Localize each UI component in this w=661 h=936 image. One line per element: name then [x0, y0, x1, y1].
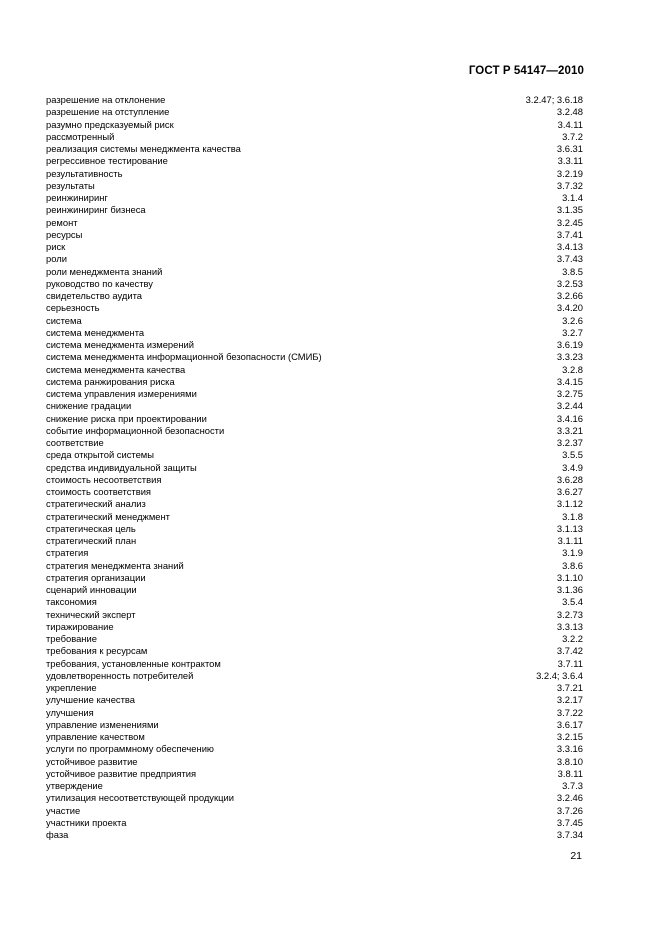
index-reference: 3.2.15 — [556, 731, 583, 742]
index-reference: 3.1.13 — [556, 522, 583, 534]
index-reference: 3.8.10 — [556, 755, 583, 767]
index-term: участие — [46, 804, 81, 816]
index-entry — [46, 547, 583, 559]
index-entry — [46, 596, 583, 608]
index-entry — [46, 780, 583, 792]
index-term: требования к ресурсам — [46, 645, 148, 657]
document-header — [469, 65, 584, 77]
index-term: серьезность — [46, 302, 100, 314]
index-entry — [46, 241, 583, 253]
index-reference: 3.2.45 — [556, 216, 583, 228]
index-reference: 3.6.19 — [556, 339, 583, 350]
index-term: система ранжирования риска — [46, 375, 175, 387]
index-term: ремонт — [46, 216, 78, 228]
index-reference: 3.2.17 — [556, 694, 583, 706]
index-term: требование — [46, 633, 97, 644]
index-reference: 3.2.19 — [556, 167, 583, 179]
index-term: стратегическая цель — [46, 522, 136, 534]
index-term: разрешение на отступление — [46, 106, 170, 118]
index-term: улучшения — [46, 706, 94, 718]
index-term: система — [46, 314, 82, 326]
index-term: таксономия — [46, 596, 97, 608]
index-term: утверждение — [46, 780, 103, 791]
index-entry — [46, 425, 583, 437]
index-term: улучшение качества — [46, 694, 135, 706]
index-term: стоимость соответствия — [46, 486, 152, 497]
index-entry — [46, 413, 583, 425]
index-term: разумно предсказуемый риск — [46, 118, 174, 130]
index-entry — [46, 449, 583, 461]
index-entry — [46, 486, 583, 498]
index-reference: 3.1.12 — [556, 498, 583, 510]
index-entry — [46, 388, 583, 400]
index-entry — [46, 633, 583, 645]
index-reference: 3.2.75 — [556, 388, 583, 399]
index-entry — [46, 498, 583, 510]
index-term: сценарий инновации — [46, 584, 137, 595]
index-entry — [46, 302, 583, 314]
index-entry — [46, 731, 583, 743]
index-term: роли — [46, 253, 67, 265]
index-entry — [46, 829, 583, 841]
index-entry — [46, 364, 583, 376]
index-term: стратегический анализ — [46, 498, 146, 510]
index-term: результаты — [46, 179, 95, 191]
index-entry — [46, 400, 583, 412]
index-term: снижение риска при проектировании — [46, 412, 207, 424]
index-reference: 3.5.4 — [562, 596, 583, 608]
index-term: руководство по качеству — [46, 277, 153, 289]
index-term: свидетельство аудита — [46, 290, 142, 301]
index-reference: 3.7.45 — [556, 816, 583, 828]
index-reference: 3.7.22 — [556, 706, 583, 718]
index-term: система менеджмента информационной безопасности (СМИБ) — [46, 351, 322, 363]
index-entry — [46, 266, 583, 278]
index-entry — [46, 437, 583, 449]
index-term: стоимость несоответствия — [46, 473, 162, 485]
index-entry — [46, 351, 583, 363]
index-reference: 3.7.11 — [557, 657, 583, 669]
index-term: результативность — [46, 167, 123, 179]
index-reference: 3.5.5 — [562, 449, 583, 461]
index-entry — [46, 217, 583, 229]
index-entry — [46, 645, 583, 657]
index-term: событие информационной безопасности — [46, 424, 225, 436]
index-entry — [46, 694, 583, 706]
index-reference: 3.2.66 — [556, 290, 583, 301]
index-entry — [46, 805, 583, 817]
index-reference: 3.2.37 — [556, 437, 583, 448]
index-reference: 3.4.9 — [562, 461, 583, 473]
index-entry — [46, 572, 583, 584]
index-term: стратегия — [46, 547, 89, 559]
index-entry — [46, 621, 583, 633]
index-reference: 3.1.11 — [557, 535, 583, 546]
index-reference: 3.2.44 — [556, 400, 583, 412]
index-term: реинжиниринг — [46, 192, 108, 203]
index-entry — [46, 609, 583, 621]
index-reference: 3.4.16 — [556, 412, 583, 424]
index-reference: 3.6.17 — [556, 718, 583, 730]
index-reference: 3.2.7 — [562, 326, 583, 338]
index-term: снижение градации — [46, 400, 132, 412]
index-entry — [46, 119, 583, 131]
index-reference: 3.4.20 — [556, 302, 583, 314]
index-reference: 3.3.11 — [557, 155, 583, 167]
index-entry — [46, 535, 583, 547]
index-reference: 3.2.6 — [562, 314, 583, 326]
index-reference: 3.7.2 — [562, 130, 583, 142]
index-entry — [46, 376, 583, 388]
index-term: устойчивое развитие предприятия — [46, 767, 197, 779]
index-term: стратегический менеджмент — [46, 510, 170, 522]
index-reference: 3.1.4 — [562, 192, 583, 203]
index-term: система управления измерениями — [46, 388, 197, 399]
index-term: управление изменениями — [46, 718, 159, 730]
index-term: система менеджмента измерений — [46, 339, 194, 350]
index-entry — [46, 229, 583, 241]
page-number: 21 — [570, 850, 582, 862]
index-term: утилизация несоответствующей продукции — [46, 792, 234, 804]
index-entry — [46, 792, 583, 804]
index-term: разрешение на отклонение — [46, 94, 166, 105]
index-term: стратегический план — [46, 535, 137, 546]
index-reference: 3.2.48 — [556, 106, 583, 118]
index-reference: 3.2.53 — [556, 277, 583, 289]
index-reference: 3.6.31 — [556, 143, 583, 154]
index-entry — [46, 719, 583, 731]
index-term: стратегия менеджмента знаний — [46, 559, 184, 571]
index-reference: 3.1.36 — [556, 584, 583, 595]
index-reference: 3.4.11 — [557, 118, 583, 130]
index-reference: 3.2.4; 3.6.4 — [536, 669, 583, 681]
index-term: технический эксперт — [46, 608, 136, 620]
index-reference: 3.8.5 — [562, 265, 583, 277]
index-reference: 3.1.9 — [562, 547, 583, 559]
standard-id: ГОСТ Р 54147—2010 — [468, 65, 584, 77]
index-term: среда открытой системы — [46, 449, 154, 461]
index-reference: 3.1.35 — [556, 204, 583, 216]
index-reference: 3.3.13 — [556, 620, 583, 632]
index-term: роли менеджмента знаний — [46, 265, 163, 277]
index-term: регрессивное тестирование — [46, 155, 168, 167]
index-entry — [46, 462, 583, 474]
index-reference: 3.2.73 — [556, 608, 583, 620]
index-entry — [46, 180, 583, 192]
index-entry — [46, 168, 583, 180]
index-term: реинжиниринг бизнеса — [46, 204, 146, 216]
index-entry — [46, 143, 583, 155]
index-entry — [46, 511, 583, 523]
index-entry — [46, 474, 583, 486]
index-reference: 3.7.42 — [556, 645, 583, 657]
index-entry — [46, 155, 583, 167]
index-entry — [46, 339, 583, 351]
index-term: риск — [46, 241, 66, 252]
index-entry — [46, 768, 583, 780]
index-reference: 3.1.8 — [562, 510, 583, 522]
index-reference: 3.2.47; 3.6.18 — [525, 94, 583, 105]
index-entry — [46, 290, 583, 302]
index-entry — [46, 523, 583, 535]
index-term: система менеджмента — [46, 326, 145, 338]
index-entry — [46, 756, 583, 768]
index-entry — [46, 658, 583, 670]
index-term: управление качеством — [46, 731, 145, 742]
index-reference: 3.2.8 — [562, 363, 583, 375]
index-entry — [46, 670, 583, 682]
index-reference: 3.7.3 — [562, 780, 583, 791]
index-reference: 3.1.10 — [556, 571, 583, 583]
index-entry — [46, 94, 583, 106]
index-term: ресурсы — [46, 228, 83, 240]
index-term: соответствие — [46, 437, 104, 448]
index-entry — [46, 204, 583, 216]
index-reference: 3.7.21 — [556, 682, 583, 693]
index-entry — [46, 253, 583, 265]
index-term: средства индивидуальной защиты — [46, 461, 197, 473]
term-index-list — [46, 94, 583, 841]
index-reference: 3.7.41 — [556, 228, 583, 240]
index-reference: 3.6.28 — [556, 473, 583, 485]
index-entry — [46, 192, 583, 204]
index-term: участники проекта — [46, 816, 127, 828]
index-reference: 3.7.26 — [556, 804, 583, 816]
index-entry — [46, 707, 583, 719]
index-term: удовлетворенность потребителей — [46, 669, 194, 681]
index-reference: 3.3.21 — [556, 424, 583, 436]
index-entry — [46, 817, 583, 829]
index-reference: 3.2.2 — [562, 633, 583, 644]
index-entry — [46, 327, 583, 339]
index-reference: 3.7.32 — [556, 179, 583, 191]
index-reference: 3.7.43 — [556, 253, 583, 265]
index-reference: 3.8.11 — [557, 767, 583, 779]
index-term: система менеджмента качества — [46, 363, 186, 375]
index-term: рассмотренный — [46, 130, 115, 142]
index-reference: 3.6.27 — [556, 486, 583, 497]
index-entry — [46, 278, 583, 290]
index-entry — [46, 560, 583, 572]
index-term: реализация системы менеджмента качества — [46, 143, 241, 154]
index-entry — [46, 315, 583, 327]
index-term: требования, установленные контрактом — [46, 657, 221, 669]
index-reference: 3.4.15 — [556, 375, 583, 387]
index-term: укрепление — [46, 682, 97, 693]
index-term: тиражирование — [46, 620, 114, 632]
index-entry — [46, 131, 583, 143]
index-term: стратегия организации — [46, 571, 146, 583]
index-term: услуги по программному обеспечению — [46, 743, 214, 755]
index-entry — [46, 743, 583, 755]
index-reference: 3.8.6 — [562, 559, 583, 571]
index-term: фаза — [46, 829, 69, 840]
index-entry — [46, 584, 583, 596]
index-term: устойчивое развитие — [46, 755, 138, 767]
index-entry — [46, 682, 583, 694]
index-reference: 3.7.34 — [556, 829, 583, 840]
index-entry — [46, 106, 583, 118]
index-reference: 3.3.23 — [556, 351, 583, 363]
index-reference: 3.2.46 — [556, 792, 583, 804]
index-reference: 3.3.16 — [556, 743, 583, 755]
index-reference: 3.4.13 — [556, 241, 583, 252]
